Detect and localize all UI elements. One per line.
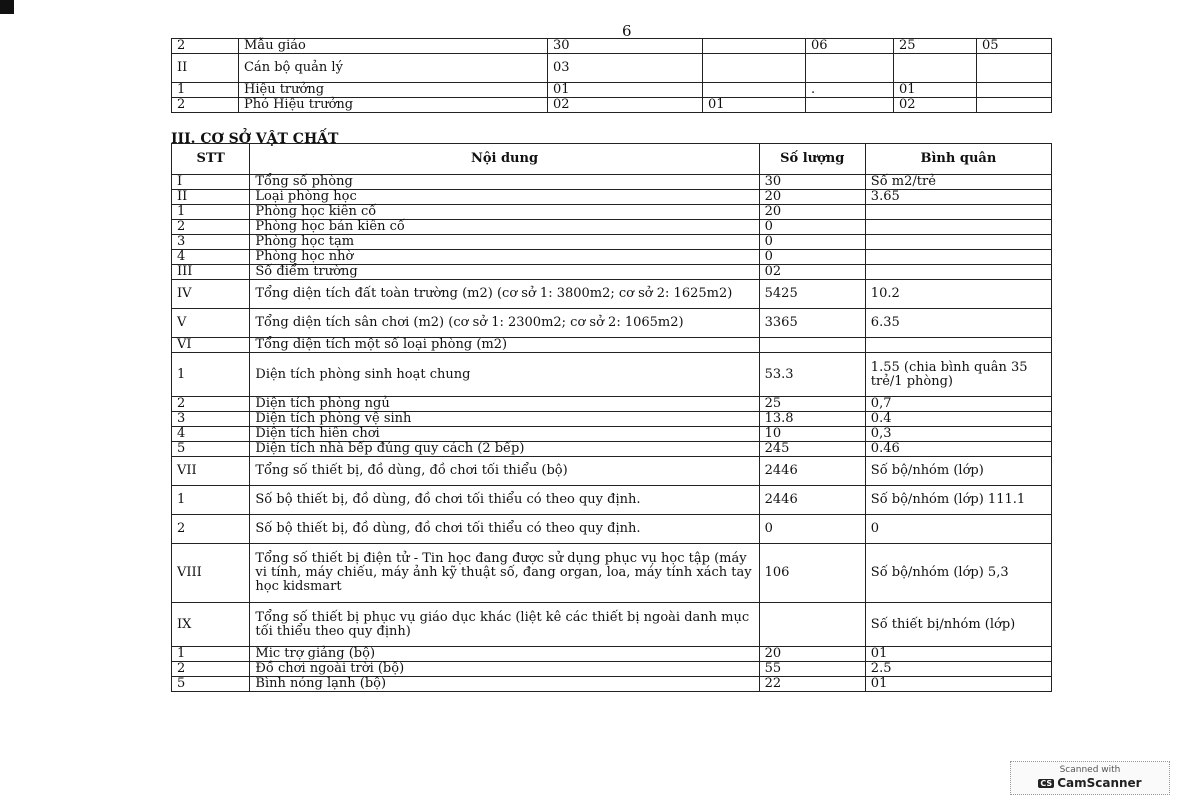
average-cell: Số bộ/nhóm (lớp) 5,3: [865, 544, 1051, 603]
content-cell: Bình nóng lạnh (bộ): [250, 677, 759, 692]
average-cell: 3.65: [865, 190, 1051, 205]
table-row: [172, 250, 1052, 265]
staff-cell: Cán bộ quản lý: [239, 54, 548, 83]
content-cell: Tổng số thiết bị điện tử - Tin học đang được sử dụng phục vụ học tập (máy vi tính, máy chiếu, máy ảnh kỹ thuật số, đang organ, loa, máy tính xách tay học kidsmart: [250, 544, 759, 603]
quantity-cell: 3365: [759, 309, 865, 338]
quantity-cell: 10: [759, 427, 865, 442]
content-cell: Tổng diện tích một số loại phòng (m2): [250, 338, 759, 353]
average-cell: 6.35: [865, 309, 1051, 338]
quantity-cell: 55: [759, 662, 865, 677]
content-cell: Diện tích phòng ngủ: [250, 397, 759, 412]
staff-cell: Mẫu giáo: [239, 39, 548, 54]
stt-cell: 1: [172, 647, 250, 662]
average-cell: [865, 235, 1051, 250]
average-cell: 01: [865, 647, 1051, 662]
quantity-cell: 5425: [759, 280, 865, 309]
staff-cell: II: [172, 54, 239, 83]
stt-cell: 3: [172, 235, 250, 250]
stt-cell: 2: [172, 397, 250, 412]
table-row: [172, 662, 1052, 677]
table-row: [172, 486, 1052, 515]
average-cell: [865, 338, 1051, 353]
stt-cell: III: [172, 265, 250, 280]
camscanner-badge: [1010, 761, 1170, 795]
table-row: [172, 175, 1052, 190]
staff-cell: 01: [548, 83, 703, 98]
stt-cell: IX: [172, 603, 250, 647]
table-row: [172, 677, 1052, 692]
staff-cell: 01: [703, 98, 806, 113]
quantity-cell: 106: [759, 544, 865, 603]
quantity-cell: 25: [759, 397, 865, 412]
content-cell: Phòng học tạm: [250, 235, 759, 250]
staff-cell: [703, 54, 806, 83]
stt-cell: 4: [172, 250, 250, 265]
content-cell: Phòng học bán kiên cố: [250, 220, 759, 235]
table-row: [172, 190, 1052, 205]
content-cell: Diện tích hiên chơi: [250, 427, 759, 442]
quantity-cell: 02: [759, 265, 865, 280]
stt-cell: 4: [172, 427, 250, 442]
content-cell: Loại phòng học: [250, 190, 759, 205]
average-cell: 10.2: [865, 280, 1051, 309]
table-row: [172, 603, 1052, 647]
staff-cell: 02: [548, 98, 703, 113]
badge-brand: CamScanner: [1057, 776, 1142, 790]
table-header-row: [172, 144, 1052, 175]
staff-cell: 01: [894, 83, 977, 98]
quantity-cell: [759, 338, 865, 353]
table-row: [172, 442, 1052, 457]
stt-cell: I: [172, 175, 250, 190]
average-cell: Số bộ/nhóm (lớp) 111.1: [865, 486, 1051, 515]
stt-cell: 5: [172, 442, 250, 457]
table-row: [172, 83, 1052, 98]
content-cell: Phòng học kiên cố: [250, 205, 759, 220]
average-cell: 0,3: [865, 427, 1051, 442]
average-cell: 0.46: [865, 442, 1051, 457]
table-row: [172, 338, 1052, 353]
staff-cell: 05: [977, 39, 1052, 54]
quantity-cell: 53.3: [759, 353, 865, 397]
average-cell: 0: [865, 515, 1051, 544]
staff-cell: [703, 39, 806, 54]
staff-cell: [894, 54, 977, 83]
average-cell: [865, 205, 1051, 220]
quantity-cell: 0: [759, 250, 865, 265]
average-cell: 01: [865, 677, 1051, 692]
stt-cell: II: [172, 190, 250, 205]
average-cell: 0,7: [865, 397, 1051, 412]
table-row: [172, 280, 1052, 309]
stt-cell: VIII: [172, 544, 250, 603]
table-row: [172, 412, 1052, 427]
content-cell: Tổng số thiết bị phục vụ giáo dục khác (liệt kê các thiết bị ngoài danh mục tối thiểu theo quy định): [250, 603, 759, 647]
table-row: [172, 220, 1052, 235]
staff-cell: 03: [548, 54, 703, 83]
header-content: Nội dung: [250, 144, 759, 175]
stt-cell: VII: [172, 457, 250, 486]
staff-cell: Hiệu trưởng: [239, 83, 548, 98]
table-row: [172, 54, 1052, 83]
average-cell: Số bộ/nhóm (lớp): [865, 457, 1051, 486]
content-cell: Mic trợ giảng (bộ): [250, 647, 759, 662]
staff-cell: 06: [806, 39, 894, 54]
average-cell: [865, 265, 1051, 280]
stt-cell: 1: [172, 205, 250, 220]
content-cell: Số điểm trường: [250, 265, 759, 280]
staff-cell: [977, 98, 1052, 113]
quantity-cell: 20: [759, 190, 865, 205]
quantity-cell: 13.8: [759, 412, 865, 427]
stt-cell: 2: [172, 662, 250, 677]
content-cell: Đồ chơi ngoài trời (bộ): [250, 662, 759, 677]
average-cell: [865, 220, 1051, 235]
quantity-cell: 0: [759, 515, 865, 544]
staff-cell: 02: [894, 98, 977, 113]
quantity-cell: [759, 603, 865, 647]
stt-cell: 1: [172, 353, 250, 397]
average-cell: 1.55 (chia bình quân 35 trẻ/1 phòng): [865, 353, 1051, 397]
average-cell: [865, 250, 1051, 265]
staff-cell: [977, 83, 1052, 98]
stt-cell: 2: [172, 220, 250, 235]
content-cell: Tổng số phòng: [250, 175, 759, 190]
content-cell: Tổng diện tích đất toàn trường (m2) (cơ sở 1: 3800m2; cơ sở 2: 1625m2): [250, 280, 759, 309]
quantity-cell: 2446: [759, 457, 865, 486]
page-number: 6: [622, 22, 632, 40]
content-cell: Số bộ thiết bị, đồ dùng, đồ chơi tối thiểu có theo quy định.: [250, 486, 759, 515]
staff-table: [171, 38, 1052, 113]
content-cell: Diện tích phòng vệ sinh: [250, 412, 759, 427]
camscanner-logo-icon: CS: [1040, 779, 1053, 788]
quantity-cell: 0: [759, 220, 865, 235]
stt-cell: 1: [172, 486, 250, 515]
table-row: [172, 235, 1052, 250]
quantity-cell: 30: [759, 175, 865, 190]
staff-cell: 30: [548, 39, 703, 54]
quantity-cell: 245: [759, 442, 865, 457]
table-row: [172, 544, 1052, 603]
quantity-cell: 0: [759, 235, 865, 250]
table-row: [172, 397, 1052, 412]
content-cell: Tổng diện tích sân chơi (m2) (cơ sở 1: 2300m2; cơ sở 2: 1065m2): [250, 309, 759, 338]
table-row: [172, 647, 1052, 662]
content-cell: Phòng học nhờ: [250, 250, 759, 265]
content-cell: Diện tích phòng sinh hoạt chung: [250, 353, 759, 397]
page-corner-mark: [0, 0, 14, 14]
badge-caption: Scanned with: [1059, 765, 1121, 775]
section-heading: III. CƠ SỞ VẬT CHẤT: [171, 131, 339, 147]
staff-cell: 1: [172, 83, 239, 98]
quantity-cell: 20: [759, 647, 865, 662]
header-stt: STT: [172, 144, 250, 175]
stt-cell: V: [172, 309, 250, 338]
staff-cell: 25: [894, 39, 977, 54]
table-row: [172, 39, 1052, 54]
table-row: [172, 309, 1052, 338]
staff-cell: .: [806, 83, 894, 98]
content-cell: Tổng số thiết bị, đồ dùng, đồ chơi tối thiểu (bộ): [250, 457, 759, 486]
quantity-cell: 20: [759, 205, 865, 220]
average-cell: 2.5: [865, 662, 1051, 677]
table-row: [172, 427, 1052, 442]
quantity-cell: 2446: [759, 486, 865, 515]
staff-cell: Phó Hiệu trưởng: [239, 98, 548, 113]
stt-cell: 3: [172, 412, 250, 427]
facilities-table: [171, 143, 1052, 692]
average-cell: Số thiết bị/nhóm (lớp): [865, 603, 1051, 647]
table-row: [172, 265, 1052, 280]
content-cell: Diện tích nhà bếp đúng quy cách (2 bếp): [250, 442, 759, 457]
staff-cell: 2: [172, 98, 239, 113]
table-row: [172, 98, 1052, 113]
header-average: Bình quân: [865, 144, 1051, 175]
average-cell: 0.4: [865, 412, 1051, 427]
stt-cell: IV: [172, 280, 250, 309]
table-row: [172, 515, 1052, 544]
staff-cell: [806, 54, 894, 83]
quantity-cell: 22: [759, 677, 865, 692]
staff-cell: [703, 83, 806, 98]
table-row: [172, 205, 1052, 220]
staff-cell: 2: [172, 39, 239, 54]
stt-cell: 5: [172, 677, 250, 692]
stt-cell: 2: [172, 515, 250, 544]
table-row: [172, 353, 1052, 397]
staff-cell: [977, 54, 1052, 83]
average-cell: Số m2/trẻ: [865, 175, 1051, 190]
content-cell: Số bộ thiết bị, đồ dùng, đồ chơi tối thiểu có theo quy định.: [250, 515, 759, 544]
staff-cell: [806, 98, 894, 113]
header-quantity: Số lượng: [759, 144, 865, 175]
table-row: [172, 457, 1052, 486]
stt-cell: VI: [172, 338, 250, 353]
